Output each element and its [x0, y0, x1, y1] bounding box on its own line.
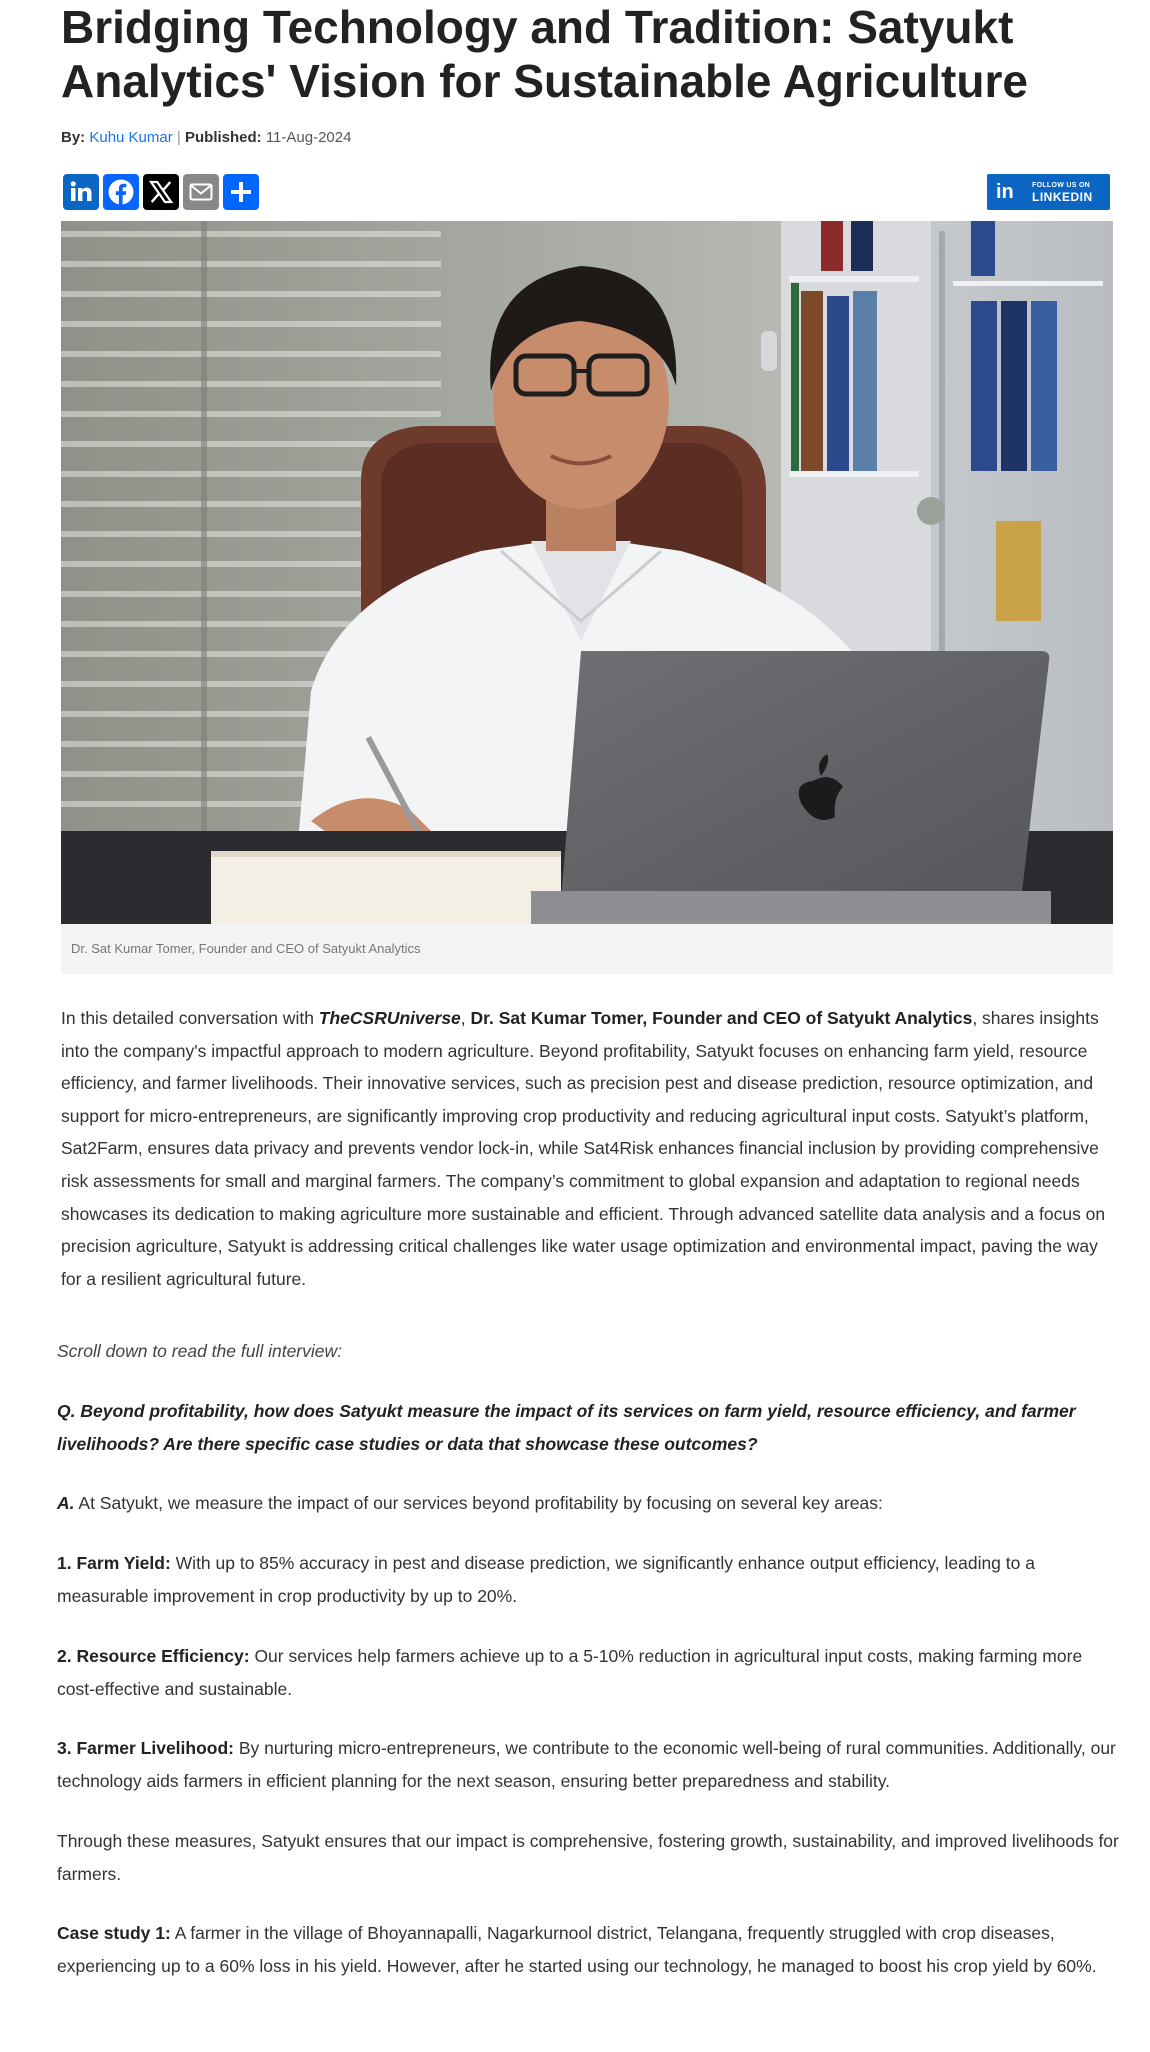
share-bar — [63, 174, 259, 210]
byline-separator: | — [176, 129, 181, 146]
case-study-text: A farmer in the village of Bhoyannapalli, Nagarkurnool district, Telangana, frequently struggled with crop diseases, experiencing up to a 60% loss in his yield. However, after he started using our technology, he managed to boost his crop yield by 60%. — [57, 1923, 1097, 1976]
point-farmer-livelihood — [57, 1732, 1119, 1797]
intro-text-3: , shares insights into the company's impactful approach to modern agriculture. Beyond profitability, Satyukt focuses on enhancing farm yield, resource efficiency, and farmer livelihoods. Their innovative services, such as precision pest and disease prediction, resource optimization, and support for micro-entrepreneurs, are significantly improving crop productivity and reducing agricultural input costs. Satyukt’s platform, Sat2Farm, ensures data privacy and prevents vendor lock-in, while Sat4Risk enhances financial inclusion by providing comprehensive risk assessments for small and marginal farmers. The company’s commitment to global expansion and adaptation to regional needs showcases its dedication to making agriculture more sustainable and efficient. Through advanced satellite data analysis and a focus on precision agriculture, Satyukt is addressing critical challenges like water usage optimization and environmental impact, paving the way for a resilient agricultural future. — [61, 1008, 1106, 1289]
byline — [61, 128, 351, 148]
founder-photo — [61, 221, 1113, 924]
by-label: By: — [61, 129, 86, 146]
point-resource-efficiency — [57, 1640, 1119, 1705]
answer-text: At Satyukt, we measure the impact of our services beyond profitability by focusing on several key areas: — [74, 1493, 883, 1513]
article-figure — [61, 221, 1113, 974]
follow-small-text: FOLLOW US ON — [1032, 181, 1091, 189]
intro-text-1: In this detailed conversation with — [61, 1008, 319, 1028]
interviewee-name: Dr. Sat Kumar Tomer, Founder and CEO of Satyukt Analytics — [470, 1008, 973, 1028]
published-date: 11-Aug-2024 — [265, 129, 352, 146]
author-link[interactable]: Kuhu Kumar — [89, 129, 173, 146]
interview-question: Q. Beyond profitability, how does Satyukt measure the impact of its services on farm yield, resource efficiency, and farmer livelihoods? Are there specific case studies or data that showcase these outcomes? — [57, 1401, 1076, 1454]
follow-text — [1032, 182, 1093, 203]
point-label: 2. Resource Efficiency: — [57, 1646, 250, 1666]
intro-paragraph — [61, 1002, 1121, 1295]
share-icon — [228, 179, 254, 205]
article-title: Bridging Technology and Tradition: Satyukt Analytics' Vision for Sustainable Agriculture — [61, 1, 1028, 107]
published-label: Published: — [184, 129, 262, 146]
point-label: 1. Farm Yield: — [57, 1553, 171, 1573]
x-icon — [148, 179, 174, 205]
email-share-button[interactable] — [183, 174, 219, 210]
scroll-note: Scroll down to read the full interview: — [57, 1341, 342, 1361]
intro-text-2: , — [460, 1008, 471, 1028]
answer-label: A. — [57, 1493, 75, 1513]
x-share-button[interactable] — [143, 174, 179, 210]
facebook-icon — [106, 177, 136, 207]
point-farm-yield — [57, 1547, 1119, 1612]
point-text: With up to 85% accuracy in pest and disease prediction, we significantly enhance output efficiency, leading to a measurable improvement in crop productivity by up to 20%. — [57, 1553, 1035, 1606]
laptop — [531, 651, 1051, 924]
point-label: 3. Farmer Livelihood: — [57, 1738, 234, 1758]
follow-linkedin-button[interactable] — [987, 174, 1110, 210]
point-text: Our services help farmers achieve up to a 5-10% reduction in agricultural input costs, making farming more cost-effective and sustainable. — [57, 1646, 1083, 1699]
point-text: By nurturing micro-entrepreneurs, we contribute to the economic well-being of rural communities. Additionally, our technology aids farmers in efficient planning for the next season, ensuring better preparedness and stability. — [57, 1738, 1116, 1791]
email-icon — [187, 178, 215, 206]
more-share-button[interactable] — [223, 174, 259, 210]
facebook-share-button[interactable] — [103, 174, 139, 210]
summary-paragraph: Through these measures, Satyukt ensures that our impact is comprehensive, fostering growth, sustainability, and improved livelihoods for farmers. — [57, 1831, 1119, 1884]
case-study-paragraph — [57, 1917, 1119, 1982]
photo-caption: Dr. Sat Kumar Tomer, Founder and CEO of Satyukt Analytics — [71, 941, 421, 956]
linkedin-logo-icon: in — [996, 180, 1014, 203]
linkedin-share-button[interactable] — [63, 174, 99, 210]
case-study-label: Case study 1: — [57, 1923, 171, 1943]
follow-big-text: LINKEDIN — [1032, 189, 1093, 204]
answer-intro — [57, 1487, 1119, 1520]
linkedin-icon — [67, 178, 95, 206]
publication-name: TheCSRUniverse — [318, 1008, 461, 1028]
